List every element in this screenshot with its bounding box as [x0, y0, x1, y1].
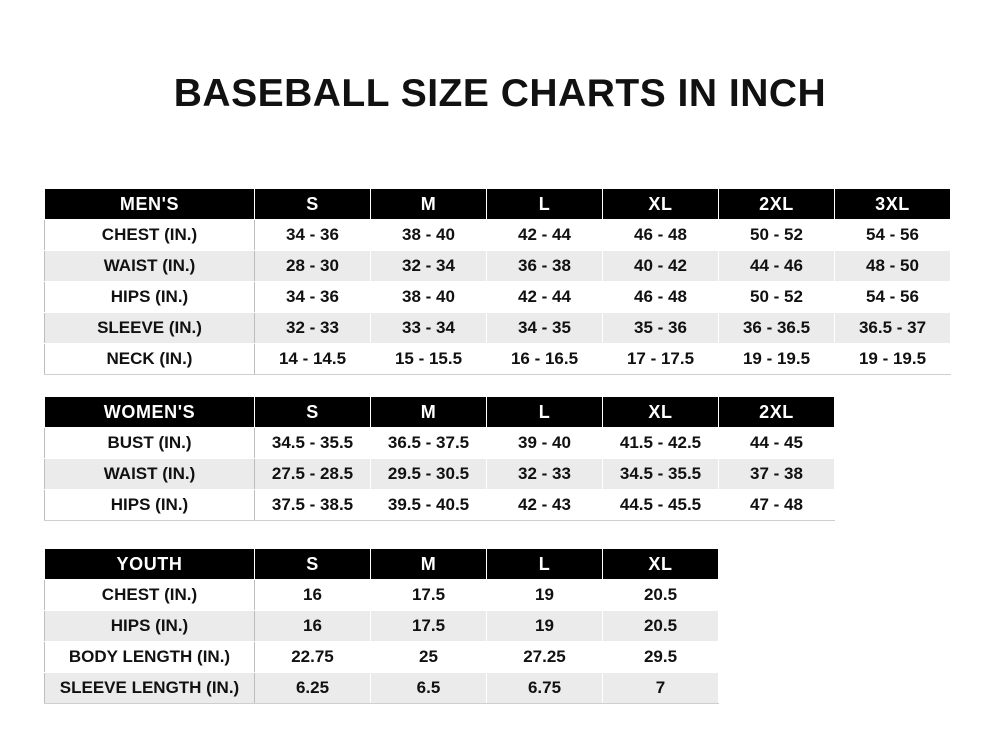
cell: 17.5: [371, 611, 487, 642]
cell: 36 - 36.5: [719, 313, 835, 344]
cell: 54 - 56: [835, 220, 951, 251]
mens-header-2xl: 2XL: [719, 189, 835, 220]
cell: 19 - 19.5: [719, 344, 835, 375]
cell: 36 - 38: [487, 251, 603, 282]
table-row: [45, 428, 835, 459]
cell: 54 - 56: [835, 282, 951, 313]
cell: 22.75: [255, 642, 371, 673]
cell: 19: [487, 580, 603, 611]
womens-header-s: S: [255, 397, 371, 428]
table-header-row: [45, 549, 719, 580]
cell: 27.5 - 28.5: [255, 459, 371, 490]
row-label-sleeve-length: SLEEVE LENGTH (IN.): [45, 673, 255, 704]
mens-table-head: [45, 189, 951, 220]
mens-size-table: [44, 188, 951, 375]
table-row: [45, 313, 951, 344]
mens-header-s: S: [255, 189, 371, 220]
cell: 25: [371, 642, 487, 673]
cell: 50 - 52: [719, 220, 835, 251]
cell: 6.25: [255, 673, 371, 704]
cell: 34 - 35: [487, 313, 603, 344]
cell: 40 - 42: [603, 251, 719, 282]
womens-table-body: [45, 428, 835, 521]
cell: 17.5: [371, 580, 487, 611]
table-row: [45, 459, 835, 490]
cell: 6.75: [487, 673, 603, 704]
table-row: [45, 220, 951, 251]
table-row: [45, 611, 719, 642]
cell: 38 - 40: [371, 282, 487, 313]
womens-size-chart: [44, 396, 835, 521]
cell: 16 - 16.5: [487, 344, 603, 375]
womens-header-m: M: [371, 397, 487, 428]
mens-header-l: L: [487, 189, 603, 220]
table-row: [45, 251, 951, 282]
cell: 19 - 19.5: [835, 344, 951, 375]
row-label-waist: WAIST (IN.): [45, 459, 255, 490]
cell: 39.5 - 40.5: [371, 490, 487, 521]
youth-header-m: M: [371, 549, 487, 580]
cell: 42 - 43: [487, 490, 603, 521]
table-row: [45, 673, 719, 704]
cell: 34.5 - 35.5: [603, 459, 719, 490]
cell: 28 - 30: [255, 251, 371, 282]
womens-header-xl: XL: [603, 397, 719, 428]
row-label-sleeve: SLEEVE (IN.): [45, 313, 255, 344]
mens-header-xl: XL: [603, 189, 719, 220]
cell: 34.5 - 35.5: [255, 428, 371, 459]
cell: 36.5 - 37.5: [371, 428, 487, 459]
cell: 15 - 15.5: [371, 344, 487, 375]
cell: 37 - 38: [719, 459, 835, 490]
youth-size-table: [44, 548, 719, 704]
cell: 42 - 44: [487, 220, 603, 251]
mens-header-3xl: 3XL: [835, 189, 951, 220]
cell: 29.5 - 30.5: [371, 459, 487, 490]
row-label-waist: WAIST (IN.): [45, 251, 255, 282]
cell: 48 - 50: [835, 251, 951, 282]
cell: 27.25: [487, 642, 603, 673]
cell: 46 - 48: [603, 220, 719, 251]
table-row: [45, 580, 719, 611]
cell: 7: [603, 673, 719, 704]
row-label-chest: CHEST (IN.): [45, 220, 255, 251]
table-row: [45, 642, 719, 673]
table-row: [45, 490, 835, 521]
youth-header-xl: XL: [603, 549, 719, 580]
cell: 44 - 46: [719, 251, 835, 282]
cell: 20.5: [603, 580, 719, 611]
cell: 16: [255, 580, 371, 611]
cell: 20.5: [603, 611, 719, 642]
cell: 32 - 33: [487, 459, 603, 490]
youth-header-l: L: [487, 549, 603, 580]
youth-size-chart: [44, 548, 719, 704]
cell: 6.5: [371, 673, 487, 704]
youth-table-body: [45, 580, 719, 704]
mens-table-body: [45, 220, 951, 375]
cell: 34 - 36: [255, 220, 371, 251]
cell: 36.5 - 37: [835, 313, 951, 344]
row-label-bust: BUST (IN.): [45, 428, 255, 459]
womens-header-l: L: [487, 397, 603, 428]
cell: 32 - 34: [371, 251, 487, 282]
table-row: [45, 282, 951, 313]
youth-header-label: YOUTH: [45, 549, 255, 580]
row-label-hips: HIPS (IN.): [45, 611, 255, 642]
cell: 42 - 44: [487, 282, 603, 313]
youth-table-head: [45, 549, 719, 580]
cell: 50 - 52: [719, 282, 835, 313]
cell: 33 - 34: [371, 313, 487, 344]
cell: 39 - 40: [487, 428, 603, 459]
youth-header-s: S: [255, 549, 371, 580]
row-label-chest: CHEST (IN.): [45, 580, 255, 611]
cell: 34 - 36: [255, 282, 371, 313]
cell: 44 - 45: [719, 428, 835, 459]
row-label-hips: HIPS (IN.): [45, 490, 255, 521]
table-header-row: [45, 397, 835, 428]
cell: 44.5 - 45.5: [603, 490, 719, 521]
cell: 38 - 40: [371, 220, 487, 251]
cell: 46 - 48: [603, 282, 719, 313]
mens-header-label: MEN'S: [45, 189, 255, 220]
cell: 16: [255, 611, 371, 642]
table-header-row: [45, 189, 951, 220]
cell: 14 - 14.5: [255, 344, 371, 375]
row-label-neck: NECK (IN.): [45, 344, 255, 375]
cell: 32 - 33: [255, 313, 371, 344]
cell: 35 - 36: [603, 313, 719, 344]
cell: 47 - 48: [719, 490, 835, 521]
row-label-hips: HIPS (IN.): [45, 282, 255, 313]
mens-header-m: M: [371, 189, 487, 220]
cell: 29.5: [603, 642, 719, 673]
cell: 41.5 - 42.5: [603, 428, 719, 459]
cell: 37.5 - 38.5: [255, 490, 371, 521]
table-row: [45, 344, 951, 375]
page-title: BASEBALL SIZE CHARTS IN INCH: [173, 72, 827, 115]
row-label-body-length: BODY LENGTH (IN.): [45, 642, 255, 673]
cell: 19: [487, 611, 603, 642]
womens-header-label: WOMEN'S: [45, 397, 255, 428]
cell: 17 - 17.5: [603, 344, 719, 375]
womens-size-table: [44, 396, 835, 521]
womens-header-2xl: 2XL: [719, 397, 835, 428]
womens-table-head: [45, 397, 835, 428]
mens-size-chart: [44, 188, 951, 375]
